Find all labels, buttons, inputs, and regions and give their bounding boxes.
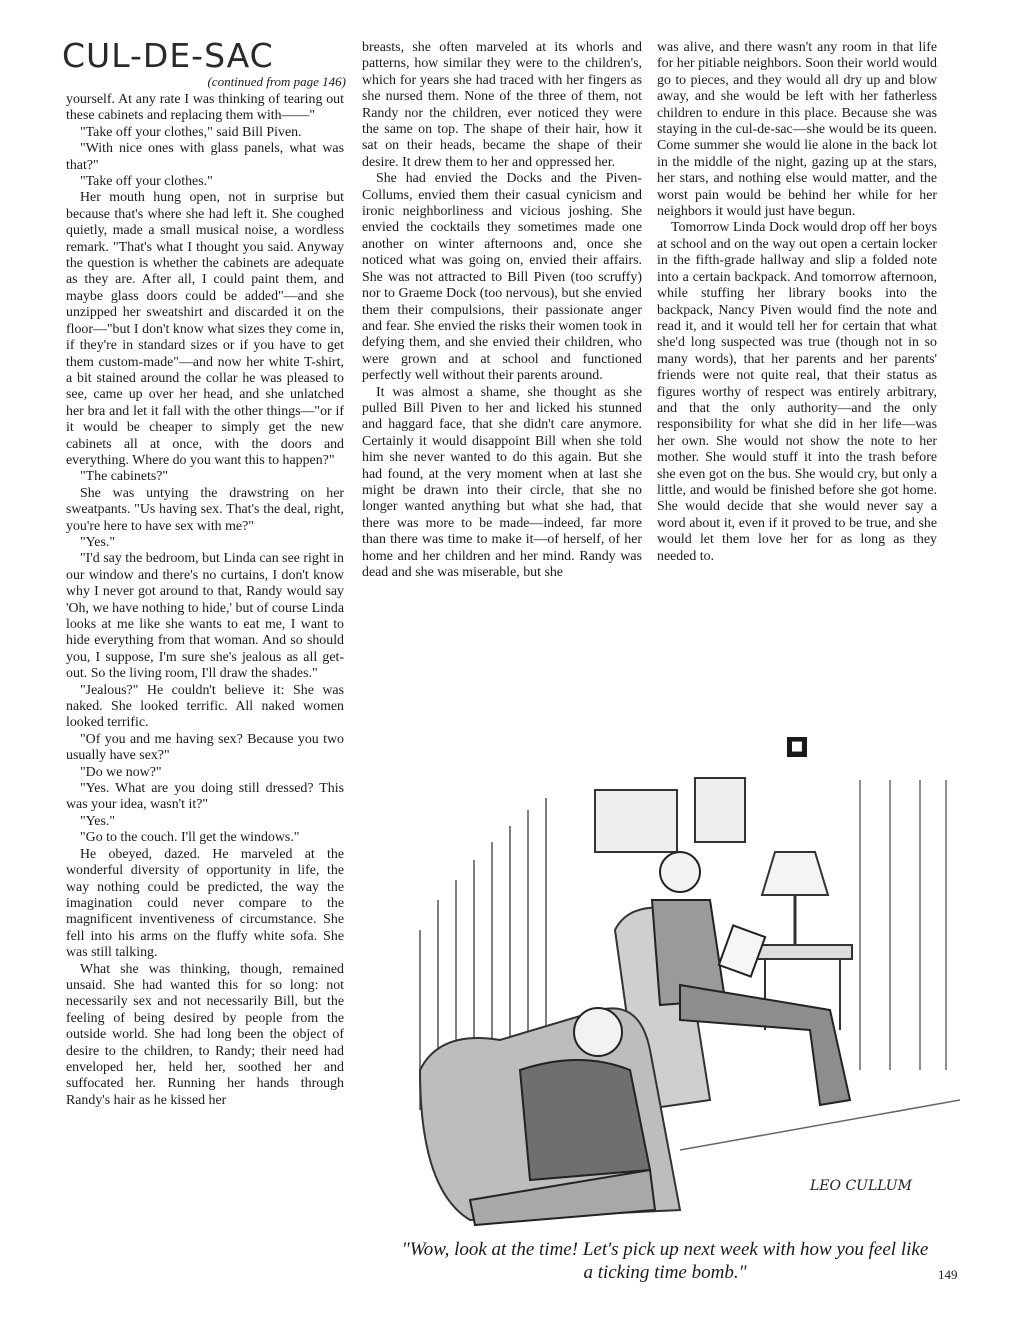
diploma-frame <box>695 778 745 842</box>
therapist-head <box>660 852 700 892</box>
lamp-shade <box>762 852 828 895</box>
diploma-frame <box>595 790 677 852</box>
paragraph: "With nice ones with glass panels, what was that?" <box>66 141 344 173</box>
paragraph: Her mouth hung open, not in surprise but because that's where she had left it. She coughed quietly, made a small musical noise, a wordless remark. "That's what I thought you said. Anyway the question is whether the cabinets are adequate as they are. After all, I could paint them, and maybe glass doors could be added"—and she unzipped her sweatshirt and discarded it on the floor—"but I don't know what sizes they come in, if they're in standard sizes or if you have to get them custom-made"—and now her white T-shirt, a bit stained around the collar he was pleased to see, came up over her head, and she unlatched her bra and let it fall with the other things—"or if it would be cheaper to simply get the new cabinets all at once, with the doors and everything. Where do you want this to happen?" <box>66 190 344 468</box>
paragraph: "Do we now?" <box>80 764 162 780</box>
page-number: 149 <box>938 1267 958 1282</box>
patient-head <box>574 1008 622 1056</box>
cartoon-caption: "Wow, look at the time! Let's pick up next week with how you feel like a ticking time bomb." <box>401 1239 929 1283</box>
continued-note: (continued from page 146) <box>207 74 346 89</box>
side-table <box>752 945 852 959</box>
paragraph: "I'd say the bedroom, but Linda can see right in our window and there's no curtains, I don't know why I never got around to that, Randy would say 'Oh, we have nothing to hide,' but of course Linda looks at me like she wants to eat me, I want to hide everything from that woman. And so should you, I suppose, I'm sure she's jealous as all get-out. So the living room, I'll draw the shades." <box>66 551 344 682</box>
text-column-3 <box>657 40 937 565</box>
notepad <box>719 925 765 976</box>
bunny-logo-icon: ■ <box>787 737 807 757</box>
paragraph: was alive, and there wasn't any room in that life for her pitiable neighbors. Soon their world would go to pieces, and they would all dry up and blow away, and she would be left with her fatherless children to endure in this place. Because she was staying in the cul-de-sac—she would be its queen. Come summer she would lie alone in the back lot in the middle of the night, gazing up at the stars, her stars, and nothing else would matter, and the worst pain would be behind her while for her neighbors it would just have begun. <box>657 40 937 220</box>
paragraph: yourself. At any rate I was thinking of tearing out these cabinets and replacing them with——" <box>66 92 344 124</box>
paragraph: "Yes." <box>80 813 116 829</box>
paragraph: "Go to the couch. I'll get the windows." <box>80 830 300 846</box>
paragraph: "The cabinets?" <box>80 469 169 485</box>
cartoonist-signature: LEO CULLUM <box>810 1178 912 1194</box>
paragraph: It was almost a shame, she thought as she pulled Bill Piven to her and licked his stunned and haggard face, that she didn't care anymore. Certainly it would disappoint Bill when she told him she never wanted to do this again. But she had found, at the very moment when at last she might be drawn into their circle, that she no longer wanted anything but what she had, that there was more to be made—indeed, far more than there was time to make it—of herself, of her home and her children and her mind. Randy was dead and she was miserable, but she <box>362 384 642 580</box>
wallpaper-pattern <box>860 780 946 1070</box>
article-title: CUL-DE-SAC <box>62 36 274 75</box>
paragraph: What she was thinking, though, remained unsaid. She had wanted this for so long: not necessarily sex and not necessarily Bill, but the feeling of being desired by people from the outside world. She had long been the object of desire to the children, to Randy; their need had enveloped her, held her, soothed her and suffocated her. Running her hands through Randy's hair as he kissed her <box>66 961 344 1108</box>
paragraph: She had envied the Docks and the Piven-Collums, envied them their casual cynicism and ironic neighborliness and vicious joshing. She envied the cocktails they sometimes made one another on winter afternoons and, once she noticed what was going on, envied their affairs. She was not attracted to Bill Piven (too scruffy) nor to Graeme Dock (too nervous), but she envied them their compulsions, their passionate anger and fear. She envied the risks their women took in defying them, and she envied their children, who were grown and at school and functioned perfectly well without their parents around. <box>362 171 642 384</box>
patient-body <box>520 1060 650 1180</box>
paragraph: "Yes." <box>80 534 116 550</box>
paragraph: "Of you and me having sex? Because you two usually have sex?" <box>66 731 344 764</box>
paragraph: breasts, she often marveled at its whorls and patterns, how similar they were to the children's, which for years she had traced with her fingers as she nursed them. None of the three of them, not Randy nor the children, ever noticed they were the same on top. The shape of their hair, how it sat on their heads, became the shape of their desire. It drew them to her and oppressed her. <box>362 40 642 170</box>
text-column-1 <box>66 92 344 1109</box>
paragraph: "Take off your clothes," said Bill Piven. <box>80 124 302 140</box>
paragraph: He obeyed, dazed. He marveled at the wonderful diversity of opportunity in life, the way nothing could be predicted, the way the imagination could never compare to the magnificent inventiveness of circumstance. She fell into his arms on the fluffy white sofa. She was still talking. <box>66 846 344 961</box>
paragraph: She was untying the drawstring on her sweatpants. "Us having sex. That's the deal, right, you're here to have sex with me?" <box>66 485 344 534</box>
paragraph: "Jealous?" He couldn't believe it: She was naked. She looked terrific. All naked women looked terrific. <box>66 682 344 731</box>
paragraph: "Take off your clothes." <box>80 174 213 190</box>
paragraph: "Yes. What are you doing still dressed? This was your idea, wasn't it?" <box>66 781 344 813</box>
text-column-2 <box>362 40 642 581</box>
cartoon-illustration <box>380 770 960 1228</box>
paragraph: Tomorrow Linda Dock would drop off her boys at school and on the way out open a certain locker in the fifth-grade hallway and slip a folded note into a certain backpack. And tomorrow afternoon, while stuffing her library books into the backpack, Nancy Piven would find the note and read it, and it would tell her for certain that what she'd long suspected was true (though not in so many words), that her parents and her parents' friends were not quite real, that their status as figures worthy of respect was entirely arbitrary, and that the only authority—and the only responsibility for what she did in her life—was her own. She would not show the note to her mother. She would stuff it into the trash before she even got on the bus. She would cry, but only a little, and would be finished before she got home. She would decide that she would never say a word about it, even if it proved to be true, and she would let them love her for as long as they needed to. <box>657 220 937 564</box>
